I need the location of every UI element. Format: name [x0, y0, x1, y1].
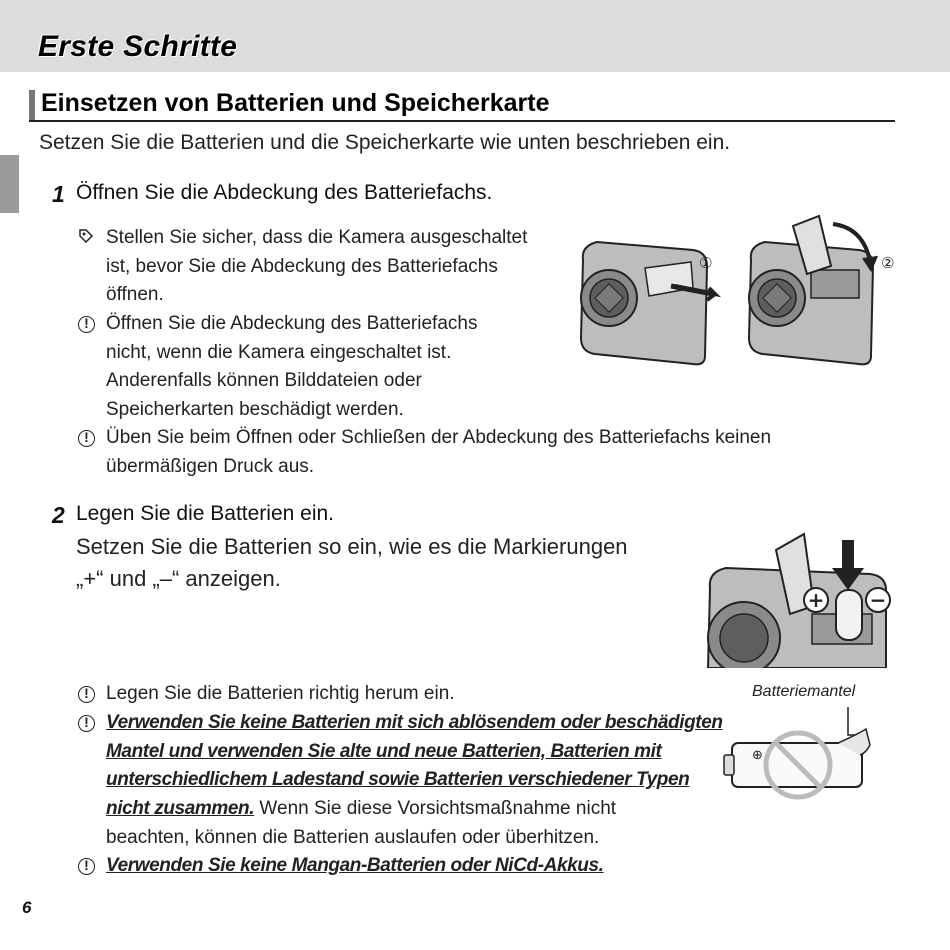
step-1-caution-2: Üben Sie beim Öffnen oder Schließen der Abdeckung des Batteriefachs keinen übermäßigen Druck aus.	[106, 427, 772, 477]
chapter-title: Erste Schritte	[38, 30, 238, 63]
section-intro: Setzen Sie die Batterien und die Speicherkarte wie unten beschrieben ein.	[39, 131, 731, 154]
section-title: Einsetzen von Batterien und Speicherkarte	[41, 89, 550, 117]
camera-illustration-1	[581, 242, 715, 364]
step-2-caution-3: Verwenden Sie keine Mangan-Batterien oder NiCd-Akkus.	[106, 855, 604, 876]
section-marker	[29, 90, 35, 120]
minus-marker: −	[869, 588, 887, 612]
caution-icon	[78, 316, 95, 333]
plus-marker: +	[807, 588, 825, 612]
battery-plus-marker: ⊕	[752, 748, 763, 763]
figure-damaged-battery	[720, 705, 880, 805]
step-2-body: Setzen Sie die Batterien so ein, wie es die Markierungen „+“ und „–“ anzeigen.	[76, 534, 628, 591]
figure-open-battery-cover	[575, 208, 905, 368]
figure-insert-batteries	[700, 528, 900, 668]
step-2-number: 2	[52, 502, 65, 528]
battery-wrapper-caption: Batteriemantel	[752, 683, 856, 700]
step-1-number: 1	[52, 181, 65, 207]
step-2-caution-1: Legen Sie die Batterien richtig herum ein.	[106, 683, 455, 704]
step-1-note: Stellen Sie sicher, dass die Kamera ausgeschaltet ist, bevor Sie die Abdeckung des Batteriefachs öffnen.	[106, 227, 528, 306]
caution-icon	[78, 715, 95, 732]
caution-icon	[78, 858, 95, 875]
figure-label-1: ①	[699, 254, 713, 272]
camera-illustration-2	[749, 216, 877, 364]
caution-icon	[78, 686, 95, 703]
section-rule	[29, 120, 895, 122]
note-icon	[79, 228, 93, 248]
figure-label-2: ②	[881, 254, 895, 272]
step-1-title: Öffnen Sie die Abdeckung des Batteriefachs.	[76, 181, 493, 204]
step-2-title: Legen Sie die Batterien ein.	[76, 502, 335, 525]
page-number: 6	[22, 898, 32, 917]
caution-icon	[78, 430, 95, 447]
step-2-caution-2: Verwenden Sie keine Batterien mit sich ablösendem oder beschädigten Mantel und verwenden Sie alte und neue Batterien, Batterien mit unterschiedlichem Ladestand sowie Batterien verschiedener Typen nicht zusammen. Wenn Sie diese Vorsichtsmaßnahme nicht beachten, können die Batterien auslaufen oder überhitzen.	[106, 712, 723, 848]
step-1-caution-1: Öffnen Sie die Abdeckung des Batteriefachs nicht, wenn die Kamera eingeschaltet ist. Anderenfalls können Bilddateien oder Speicherkarten beschädigt werden.	[106, 313, 478, 421]
chapter-side-tab	[0, 155, 19, 213]
